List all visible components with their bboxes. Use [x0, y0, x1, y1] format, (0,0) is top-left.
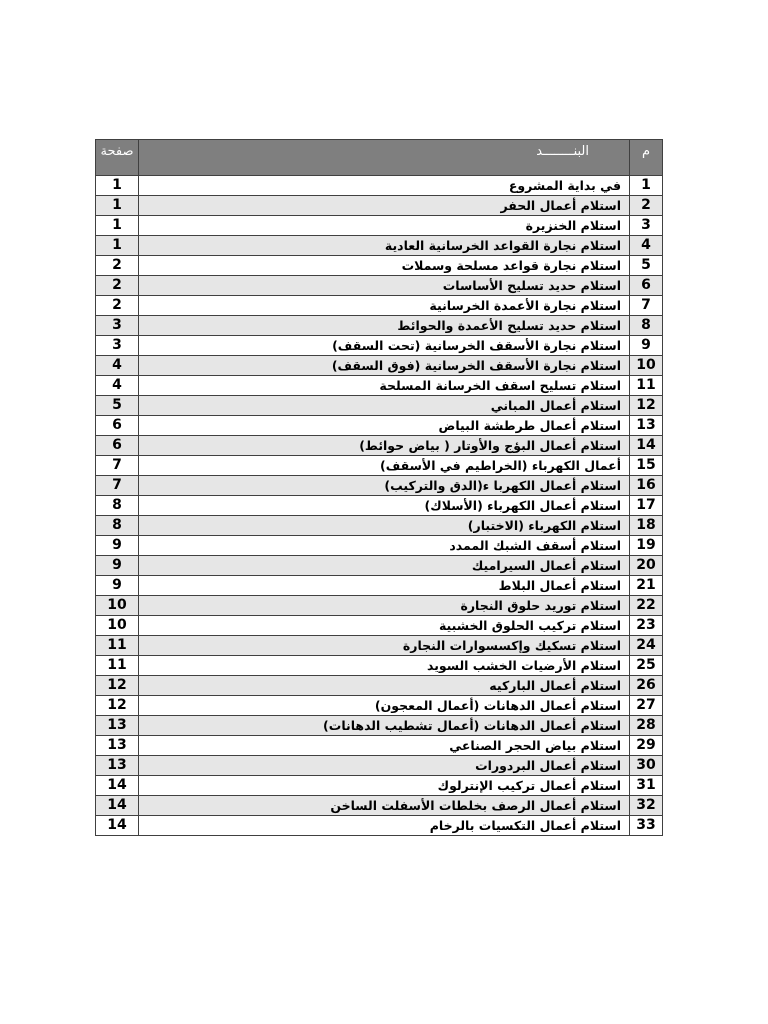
item-title-cell: استلام أعمال المباني — [139, 396, 630, 416]
table-row — [96, 816, 663, 836]
item-number-cell: 16 — [630, 476, 663, 496]
page-number-cell: 1 — [96, 216, 139, 236]
table-row — [96, 516, 663, 536]
table-row — [96, 336, 663, 356]
item-number-cell: 6 — [630, 276, 663, 296]
table-row — [96, 376, 663, 396]
item-title-cell: استلام أعمال البردورات — [139, 756, 630, 776]
page-number-cell: 11 — [96, 636, 139, 656]
table-row — [96, 716, 663, 736]
page-number-cell: 10 — [96, 596, 139, 616]
page-number-cell: 1 — [96, 176, 139, 196]
page-number-cell: 9 — [96, 536, 139, 556]
page-number-cell: 13 — [96, 756, 139, 776]
item-number-cell: 7 — [630, 296, 663, 316]
item-title-cell: استلام أعمال السيراميك — [139, 556, 630, 576]
table-row — [96, 656, 663, 676]
page-number-cell: 14 — [96, 796, 139, 816]
table-body — [96, 176, 663, 836]
page-number-cell: 2 — [96, 256, 139, 276]
table-row — [96, 216, 663, 236]
item-number-cell: 18 — [630, 516, 663, 536]
item-title-cell: أعمال الكهرباء (الخراطيم في الأسقف) — [139, 456, 630, 476]
table-row — [96, 436, 663, 456]
table-row — [96, 756, 663, 776]
item-number-cell: 8 — [630, 316, 663, 336]
page-number-cell: 13 — [96, 736, 139, 756]
table-row — [96, 316, 663, 336]
page-number-cell: 3 — [96, 336, 139, 356]
table-row — [96, 356, 663, 376]
page-number-cell: 8 — [96, 496, 139, 516]
item-title-cell: استلام نجارة الأعمدة الخرسانية — [139, 296, 630, 316]
table-row — [96, 576, 663, 596]
item-title-cell: استلام توريد حلوق النجارة — [139, 596, 630, 616]
item-title-cell: استلام تسكيك وإكسسوارات النجارة — [139, 636, 630, 656]
page-number-cell: 8 — [96, 516, 139, 536]
page-number-cell: 3 — [96, 316, 139, 336]
table-row — [96, 396, 663, 416]
table-row — [96, 456, 663, 476]
item-title-cell: استلام الأرضيات الخشب السويد — [139, 656, 630, 676]
table-row — [96, 236, 663, 256]
item-title-cell: استلام نجارة الأسقف الخرسانية (تحت السقف) — [139, 336, 630, 356]
item-number-cell: 31 — [630, 776, 663, 796]
table-row — [96, 276, 663, 296]
item-number-cell: 9 — [630, 336, 663, 356]
item-title-cell: استلام تركيب الحلوق الخشبية — [139, 616, 630, 636]
header-page: صفحة — [96, 140, 139, 176]
table-of-contents — [95, 139, 663, 836]
table-row — [96, 776, 663, 796]
page-number-cell: 10 — [96, 616, 139, 636]
table-row — [96, 736, 663, 756]
item-number-cell: 13 — [630, 416, 663, 436]
table-row — [96, 416, 663, 436]
item-number-cell: 22 — [630, 596, 663, 616]
item-title-cell: استلام أعمال الكهربا ء(الدق والتركيب) — [139, 476, 630, 496]
table-row — [96, 476, 663, 496]
page-number-cell: 14 — [96, 776, 139, 796]
item-title-cell: استلام أعمال البلاط — [139, 576, 630, 596]
item-title-cell: استلام حديد تسليح الأعمدة والحوائط — [139, 316, 630, 336]
table-row — [96, 556, 663, 576]
item-title-cell: استلام نجارة قواعد مسلحة وسملات — [139, 256, 630, 276]
page-number-cell: 12 — [96, 696, 139, 716]
item-number-cell: 14 — [630, 436, 663, 456]
table-row — [96, 676, 663, 696]
header-number: م — [630, 140, 663, 176]
page-number-cell: 1 — [96, 196, 139, 216]
page-number-cell: 4 — [96, 356, 139, 376]
item-title-cell: استلام أسقف الشبك الممدد — [139, 536, 630, 556]
page-number-cell: 5 — [96, 396, 139, 416]
item-title-cell: استلام بياض الحجر الصناعي — [139, 736, 630, 756]
page-number-cell: 14 — [96, 816, 139, 836]
page-number-cell: 2 — [96, 296, 139, 316]
item-title-cell: استلام نجارة الأسقف الخرسانية (فوق السقف) — [139, 356, 630, 376]
item-number-cell: 24 — [630, 636, 663, 656]
item-number-cell: 10 — [630, 356, 663, 376]
table-row — [96, 616, 663, 636]
item-number-cell: 1 — [630, 176, 663, 196]
item-number-cell: 5 — [630, 256, 663, 276]
page-number-cell: 4 — [96, 376, 139, 396]
item-title-cell: استلام أعمال الكهرباء (الأسلاك) — [139, 496, 630, 516]
item-number-cell: 33 — [630, 816, 663, 836]
page-number-cell: 12 — [96, 676, 139, 696]
item-title-cell: استلام أعمال الحفر — [139, 196, 630, 216]
item-title-cell: استلام أعمال الباركيه — [139, 676, 630, 696]
table-row — [96, 256, 663, 276]
item-number-cell: 15 — [630, 456, 663, 476]
table-row — [96, 176, 663, 196]
item-number-cell: 25 — [630, 656, 663, 676]
item-number-cell: 12 — [630, 396, 663, 416]
table-row — [96, 796, 663, 816]
item-title-cell: استلام أعمال تركيب الإنترلوك — [139, 776, 630, 796]
page-number-cell: 1 — [96, 236, 139, 256]
table-row — [96, 296, 663, 316]
item-number-cell: 27 — [630, 696, 663, 716]
item-number-cell: 4 — [630, 236, 663, 256]
item-number-cell: 30 — [630, 756, 663, 776]
page-number-cell: 9 — [96, 556, 139, 576]
item-title-cell: استلام الكهرباء (الاختبار) — [139, 516, 630, 536]
item-number-cell: 26 — [630, 676, 663, 696]
item-number-cell: 19 — [630, 536, 663, 556]
page-number-cell: 9 — [96, 576, 139, 596]
item-title-cell: استلام أعمال الدهانات (أعمال تشطيب الدهانات) — [139, 716, 630, 736]
table-row — [96, 596, 663, 616]
item-number-cell: 20 — [630, 556, 663, 576]
page-number-cell: 13 — [96, 716, 139, 736]
item-title-cell: استلام أعمال التكسيات بالرخام — [139, 816, 630, 836]
table-row — [96, 636, 663, 656]
page-number-cell: 7 — [96, 456, 139, 476]
page-number-cell: 2 — [96, 276, 139, 296]
table-row — [96, 536, 663, 556]
item-number-cell: 3 — [630, 216, 663, 236]
item-title-cell: استلام أعمال البؤج والأوتار ( بياض حوائط) — [139, 436, 630, 456]
table-row — [96, 496, 663, 516]
item-title-cell: استلام حديد تسليح الأساسات — [139, 276, 630, 296]
item-number-cell: 28 — [630, 716, 663, 736]
page-number-cell: 11 — [96, 656, 139, 676]
item-title-cell: استلام أعمال طرطشة البياض — [139, 416, 630, 436]
item-number-cell: 23 — [630, 616, 663, 636]
page-number-cell: 7 — [96, 476, 139, 496]
item-title-cell: استلام أعمال الدهانات (أعمال المعجون) — [139, 696, 630, 716]
item-number-cell: 21 — [630, 576, 663, 596]
table-row — [96, 196, 663, 216]
item-title-cell: استلام نجارة القواعد الخرسانية العادية — [139, 236, 630, 256]
item-number-cell: 11 — [630, 376, 663, 396]
item-number-cell: 32 — [630, 796, 663, 816]
item-title-cell: استلام الخنزيرة — [139, 216, 630, 236]
page-number-cell: 6 — [96, 416, 139, 436]
item-number-cell: 29 — [630, 736, 663, 756]
item-title-cell: استلام تسليح اسقف الخرسانة المسلحة — [139, 376, 630, 396]
item-title-cell: في بداية المشروع — [139, 176, 630, 196]
item-title-cell: استلام أعمال الرصف بخلطات الأسفلت الساخن — [139, 796, 630, 816]
item-number-cell: 2 — [630, 196, 663, 216]
item-number-cell: 17 — [630, 496, 663, 516]
table-row — [96, 696, 663, 716]
header-item: البنــــــــد — [139, 140, 630, 176]
page-number-cell: 6 — [96, 436, 139, 456]
table-header-row — [96, 140, 663, 176]
